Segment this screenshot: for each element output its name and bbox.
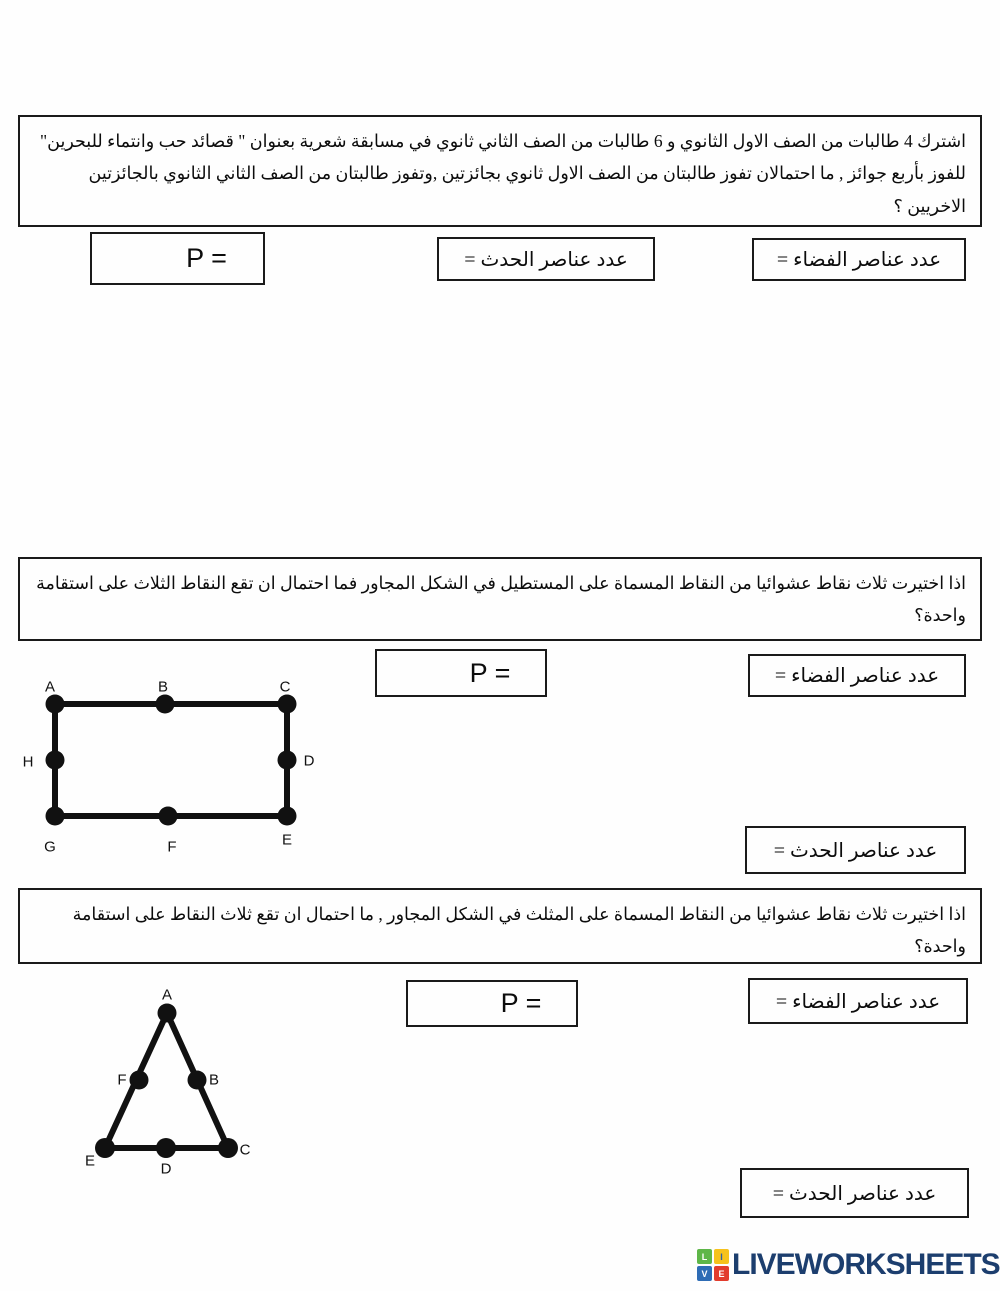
liveworksheets-logo bbox=[697, 1249, 1000, 1281]
q1-event-count-answer-box[interactable] bbox=[437, 237, 655, 281]
tri-point-label-c: C bbox=[239, 1141, 251, 1159]
question-2-box bbox=[18, 557, 982, 641]
q3-probability-answer-box[interactable] bbox=[406, 980, 578, 1027]
question-3-text: اذا اختيرت ثلاث نقاط عشوائيا من النقاط المسماة على المثلث في الشكل المجاور , ما احتمال ان تقع ثلاث النقاط على استقامة واحدة؟ bbox=[72, 904, 966, 957]
question-2-text: اذا اختيرت ثلاث نقاط عشوائيا من النقاط المسماة على المستطيل في الشكل المجاور فما احتمال ان تقع النقاط الثلاث على استقامة واحدة؟ bbox=[36, 573, 966, 626]
question-1-box bbox=[18, 115, 982, 227]
rect-point-label-e: E bbox=[281, 831, 293, 849]
logo-square-e: E bbox=[714, 1266, 729, 1281]
q1-space-count-answer-box[interactable] bbox=[752, 238, 966, 281]
q3-space-count-label: عدد عناصر الفضاء = bbox=[775, 990, 941, 1013]
tri-point-label-a: A bbox=[161, 986, 173, 1004]
logo-square-v: V bbox=[697, 1266, 712, 1281]
triangle-diagram bbox=[78, 988, 278, 1193]
rect-point-label-g: G bbox=[44, 838, 56, 856]
q2-space-count-answer-box[interactable] bbox=[748, 654, 966, 697]
rectangle-diagram-shape bbox=[20, 678, 350, 863]
logo-square-i: I bbox=[714, 1249, 729, 1264]
rect-point-label-h: H bbox=[22, 753, 34, 771]
question-3-box bbox=[18, 888, 982, 964]
q1-probability-answer-box[interactable] bbox=[90, 232, 265, 285]
rect-point-label-a: A bbox=[44, 678, 56, 696]
q1-probability-label: P = bbox=[186, 243, 227, 273]
tri-point-label-f: F bbox=[117, 1071, 127, 1089]
q2-probability-label: P = bbox=[469, 657, 511, 688]
q2-event-count-label: عدد عناصر الحدث = bbox=[773, 839, 938, 862]
question-1-text: اشترك 4 طالبات من الصف الاول الثانوي و 6 طالبات من الصف الثاني ثانوي في مسابقة شعرية بعنوان " قصائد حب وانتماء للبحرين" للفوز بأربع جوائز , ما احتمالان تفوز طالبتان من الصف الاول ثانوي بجائزتين ,وتفوز طالبتان من الصف الثاني الثانوي بالجائزتين الاخريين ؟ bbox=[40, 131, 966, 216]
rect-point-label-b: B bbox=[157, 678, 169, 696]
rect-point-label-c: C bbox=[279, 678, 291, 696]
q1-event-count-label: عدد عناصر الحدث = bbox=[464, 248, 628, 271]
logo-square-l: L bbox=[697, 1249, 712, 1264]
q2-space-count-label: عدد عناصر الفضاء = bbox=[774, 665, 940, 687]
rect-point-label-d: D bbox=[303, 752, 315, 770]
q3-space-count-answer-box[interactable] bbox=[748, 978, 968, 1024]
tri-point-label-e: E bbox=[84, 1152, 96, 1170]
q2-probability-answer-box[interactable] bbox=[375, 649, 547, 697]
liveworksheets-brand-text: LIVEWORKSHEETS bbox=[732, 1248, 1000, 1281]
q3-event-count-answer-box[interactable] bbox=[740, 1168, 969, 1218]
rect-point-label-f: F bbox=[167, 838, 177, 856]
rectangle-diagram bbox=[20, 678, 350, 863]
tri-point-label-b: B bbox=[208, 1071, 220, 1089]
q3-event-count-label: عدد عناصر الحدث = bbox=[772, 1182, 937, 1205]
triangle-diagram-shape bbox=[78, 988, 278, 1193]
q1-space-count-label: عدد عناصر الفضاء = bbox=[776, 249, 942, 271]
liveworksheets-logo-icon bbox=[697, 1249, 729, 1281]
q3-probability-label: P = bbox=[500, 988, 542, 1018]
tri-point-label-d: D bbox=[160, 1160, 172, 1178]
q2-event-count-answer-box[interactable] bbox=[745, 826, 966, 874]
